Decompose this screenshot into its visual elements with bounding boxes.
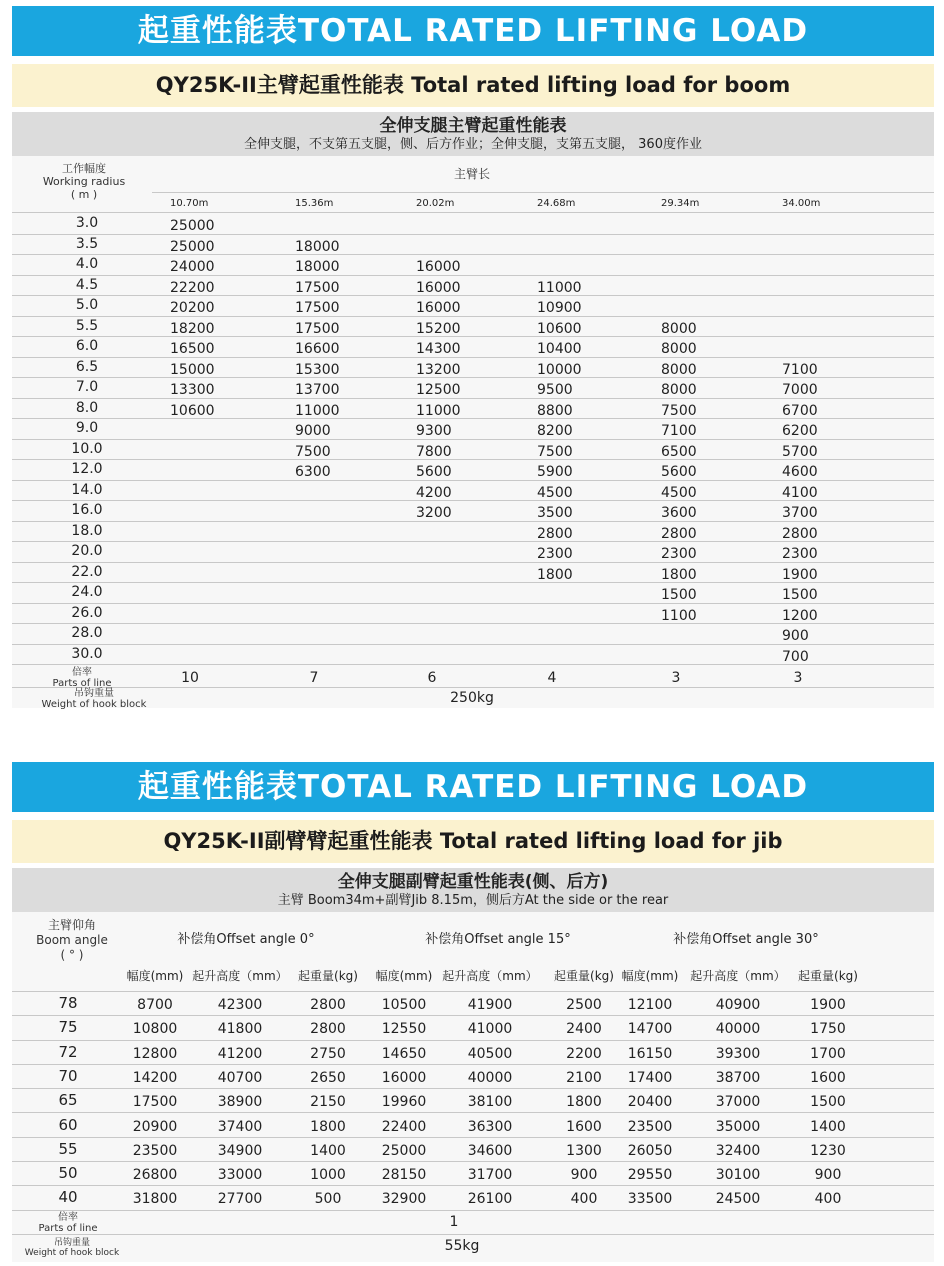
load-value: 9500 [537,382,573,398]
jib-load-value: 1800 [566,1094,602,1111]
load-value: 11000 [295,402,340,419]
jib-load-value: 1800 [310,1118,346,1135]
parts-label-cn: 倍率 [72,667,92,678]
load-value: 5900 [537,464,573,480]
table-row [12,992,934,1016]
jib-load-value: 27700 [217,1191,263,1208]
table-row [12,542,934,563]
load-value: 1500 [661,587,697,603]
jib-load-value: 36300 [467,1118,513,1135]
jib-parts-value: 1 [449,1214,459,1230]
boom-length-label: 34.00m [782,198,821,209]
boom-length-header: 主臂长 [453,167,490,181]
jib-load-value: 10500 [381,997,427,1013]
jib-load-value: 19960 [381,1094,427,1111]
jib-load-value: 14700 [627,1021,673,1038]
load-value: 13300 [170,382,215,398]
boom-table-titlebar [12,112,934,156]
radius-value: 5.5 [75,317,99,334]
radius-value: 5.0 [75,297,99,313]
jib-load-value: 29550 [627,1167,673,1184]
radius-value: 4.5 [75,276,99,293]
jib-load-value: 12100 [627,997,673,1013]
jib-load-value: 38700 [715,1069,761,1086]
load-value: 8800 [537,402,573,419]
boom-length-label: 10.70m [170,198,209,209]
load-value: 15300 [295,361,340,378]
boom-angle-value: 65 [58,1091,78,1110]
jib-parts-label-en: Parts of line [38,1223,98,1234]
radius-value: 9.0 [75,420,99,436]
load-value: 4200 [416,484,452,501]
jib-load-value: 2750 [310,1045,346,1062]
boom-angle-value: 55 [58,1139,78,1158]
parts-value: 3 [671,670,681,686]
boom-hook-weight: 250kg [450,690,494,706]
jib-load-value: 2500 [566,997,602,1013]
boom-length-label: 15.36m [295,198,334,209]
jib-load-value: 31800 [132,1191,178,1208]
offset-group-header: 补偿角Offset angle 0° [177,932,315,947]
jib-hook-row [12,1235,934,1259]
table-row [12,460,934,481]
load-value: 7500 [295,443,331,460]
jib-load-value: 40000 [715,1021,761,1038]
header-divider [152,192,934,193]
jib-load-value: 1600 [810,1069,846,1086]
load-value: 16000 [416,300,461,316]
jib-subheader: 起升高度（mm） [690,969,786,983]
load-value: 700 [782,648,809,665]
load-value: 10600 [170,402,215,419]
load-value: 7000 [782,382,818,398]
jib-load-value: 41200 [217,1045,263,1062]
jib-subheader: 起升高度（mm） [442,969,538,983]
hook-label-cn: 吊钩重量 [74,688,114,699]
boom-length-label: 20.02m [416,198,455,209]
load-value: 20200 [170,300,215,316]
jib-load-value: 32400 [715,1142,761,1159]
jib-load-value: 24500 [715,1191,761,1208]
radius-value: 16.0 [71,502,103,518]
jib-load-value: 1600 [566,1118,602,1135]
table-row [12,276,934,297]
load-value: 11000 [416,402,461,419]
radius-value: 20.0 [71,543,103,559]
jib-load-value: 2400 [566,1021,602,1038]
load-value: 8000 [661,341,697,357]
jib-load-value: 23500 [132,1142,178,1159]
boom-parts-row [12,666,934,688]
jib-subheader: 幅度(mm) [126,969,184,983]
boom-angle-header-en: Boom angle [36,933,108,947]
load-value: 4100 [782,484,818,501]
jib-load-value: 40900 [715,997,761,1013]
boom-angle-value: 72 [58,1042,78,1061]
load-value: 17500 [295,300,340,316]
table-row [12,337,934,358]
jib-subheader: 幅度(mm) [375,969,433,983]
jib-load-value: 2100 [566,1069,602,1086]
load-value: 14300 [416,341,461,357]
load-value: 5600 [661,464,697,480]
jib-load-value: 41000 [467,1021,513,1038]
load-value: 24000 [170,259,215,275]
table-row [12,1065,934,1089]
load-value: 8000 [661,320,697,337]
jib-load-value: 1000 [310,1167,346,1184]
table-row [12,399,934,420]
jib-load-value: 20900 [132,1118,178,1135]
radius-value: 14.0 [71,481,103,498]
load-value: 15200 [416,320,461,337]
table-row [12,583,934,604]
load-value: 3500 [537,505,573,521]
load-value: 25000 [170,218,215,234]
table-row [12,378,934,399]
table-row [12,214,934,235]
radius-value: 12.0 [71,461,103,477]
boom-angle-value: 78 [58,994,78,1012]
load-value: 25000 [170,238,215,255]
load-value: 7100 [782,361,818,378]
load-value: 15000 [170,361,215,378]
radius-value: 6.0 [75,338,99,354]
jib-load-value: 40700 [217,1069,263,1086]
boom-banner: 起重性能表TOTAL RATED LIFTING LOAD [12,6,934,56]
load-value: 18200 [170,320,215,337]
boom-angle-value: 60 [58,1115,78,1134]
table-row [12,235,934,256]
load-value: 9000 [295,423,331,439]
table-row [12,1138,934,1162]
boom-table-title: 全伸支腿主臂起重性能表 [379,116,567,136]
hook-label-en: Weight of hook block [41,699,147,710]
table-row [12,255,934,276]
jib-load-value: 40500 [467,1045,513,1062]
parts-label-en: Parts of line [52,678,112,689]
load-value: 1800 [661,566,697,583]
load-value: 12500 [416,382,461,398]
radius-value: 3.0 [75,215,99,231]
load-value: 7800 [416,443,452,460]
jib-load-value: 12550 [381,1021,427,1038]
boom-length-label: 24.68m [537,198,576,209]
jib-load-value: 42300 [217,997,263,1013]
radius-value: 4.0 [75,256,99,272]
table-row [12,645,934,666]
jib-parts-label-cn: 倍率 [58,1212,78,1223]
jib-load-value: 1500 [810,1094,846,1111]
jib-load-value: 400 [570,1191,598,1208]
jib-hook-weight: 55kg [444,1238,480,1254]
radius-value: 28.0 [71,625,103,641]
load-value: 7500 [661,402,697,419]
jib-load-value: 1300 [566,1142,602,1159]
jib-load-value: 14200 [132,1069,178,1086]
load-value: 5600 [416,464,452,480]
load-value: 4500 [661,484,697,501]
load-value: 5700 [782,443,818,460]
boom-angle-value: 70 [58,1066,78,1085]
jib-table-subtitle: 主臂 Boom34m+副臂Jib 8.15m，侧后方At the side or the rear [277,893,669,908]
boom-length-label: 29.34m [661,198,700,209]
radius-value: 22.0 [71,563,103,580]
load-value: 10600 [537,320,582,337]
load-value: 2800 [537,525,573,542]
parts-value: 3 [793,670,803,686]
jib-load-value: 900 [570,1167,598,1184]
jib-subheader: 起升高度（mm） [192,969,288,983]
jib-load-value: 40000 [467,1069,513,1086]
load-value: 4600 [782,464,818,480]
table-row [12,296,934,317]
jib-hook-label-cn: 吊钩重量 [53,1238,90,1248]
load-value: 10400 [537,341,582,357]
jib-load-value: 1750 [810,1021,846,1038]
jib-load-value: 2650 [310,1069,346,1086]
jib-subtitle: QY25K-II副臂臂起重性能表 Total rated lifting load for jib [12,820,934,863]
jib-load-value: 41900 [467,997,513,1013]
load-value: 16000 [416,279,461,296]
load-value: 13200 [416,361,461,378]
load-value: 8000 [661,361,697,378]
load-value: 8000 [661,382,697,398]
table-row [12,481,934,502]
jib-table-titlebar [12,868,934,912]
jib-load-value: 34900 [217,1142,263,1159]
hook-label [34,688,154,710]
table-row [12,1089,934,1113]
load-value: 8200 [537,423,573,439]
radius-header-en: Working radius [42,175,126,188]
jib-load-value: 31700 [467,1167,513,1184]
table-row [12,563,934,584]
jib-load-value: 16000 [381,1069,427,1086]
jib-load-table [12,912,934,1262]
load-value: 6500 [661,443,697,460]
jib-load-value: 2200 [566,1045,602,1062]
boom-angle-value: 75 [58,1018,78,1037]
jib-load-value: 39300 [715,1045,761,1062]
jib-load-value: 32900 [381,1191,427,1208]
radius-value: 3.5 [75,235,99,252]
jib-subheader: 幅度(mm) [621,969,679,983]
jib-subheader: 起重量(kg) [798,969,858,983]
jib-parts-row [12,1211,934,1235]
boom-hook-row [12,688,934,708]
boom-angle-value: 40 [58,1188,78,1207]
load-value: 16000 [416,259,461,275]
load-value: 10900 [537,300,582,316]
jib-load-value: 33000 [217,1167,263,1184]
jib-load-value: 26100 [467,1191,513,1208]
jib-load-value: 400 [814,1191,842,1208]
jib-load-value: 41800 [217,1021,263,1038]
table-row [12,522,934,543]
jib-load-value: 16150 [627,1045,673,1062]
jib-load-value: 34600 [467,1142,513,1159]
jib-load-value: 38900 [217,1094,263,1111]
jib-table-title: 全伸支腿副臂起重性能表(侧、后方) [337,872,609,892]
table-row [12,317,934,338]
jib-load-value: 23500 [627,1118,673,1135]
boom-angle-header-unit: ( ° ) [60,948,84,962]
load-value: 13700 [295,382,340,398]
load-value: 1200 [782,607,818,624]
jib-subheader-row [12,964,934,992]
load-value: 6700 [782,402,818,419]
radius-value: 7.0 [75,379,99,395]
jib-load-value: 30100 [715,1167,761,1184]
load-value: 3600 [661,505,697,521]
load-value: 4500 [537,484,573,501]
radius-header-cn: 工作幅度 [62,162,106,175]
jib-load-value: 26050 [627,1142,673,1159]
parts-label [42,667,122,689]
load-value: 1100 [661,607,697,624]
jib-load-value: 1700 [810,1045,846,1062]
load-value: 6300 [295,464,331,480]
jib-load-value: 38100 [467,1094,513,1111]
load-value: 2300 [782,546,818,562]
boom-subtitle: QY25K-II主臂起重性能表 Total rated lifting load for boom [12,64,934,107]
jib-load-value: 500 [314,1191,342,1208]
jib-banner: 起重性能表TOTAL RATED LIFTING LOAD [12,762,934,812]
table-row [12,604,934,625]
jib-load-value: 2150 [310,1094,346,1111]
load-value: 18000 [295,238,340,255]
jib-load-value: 14650 [381,1045,427,1062]
parts-value: 10 [181,670,199,686]
load-value: 7100 [661,423,697,439]
jib-hook-label [22,1238,122,1258]
jib-parts-label [28,1212,108,1234]
parts-value: 6 [427,670,437,686]
load-value: 2300 [537,546,573,562]
jib-load-value: 2800 [310,1021,346,1038]
load-value: 16600 [295,341,340,357]
load-value: 1800 [537,566,573,583]
load-value: 16500 [170,341,215,357]
jib-load-value: 33500 [627,1191,673,1208]
table-row [12,1114,934,1138]
jib-load-value: 22400 [381,1118,427,1135]
jib-hook-label-en: Weight of hook block [24,1248,120,1258]
radius-value: 30.0 [71,645,103,662]
load-value: 2800 [782,525,818,542]
load-value: 900 [782,628,809,644]
load-value: 10000 [537,361,582,378]
table-row [12,358,934,379]
radius-value: 6.5 [75,358,99,375]
parts-value: 7 [309,670,319,686]
load-value: 22200 [170,279,215,296]
radius-value: 26.0 [71,604,103,621]
jib-load-value: 35000 [715,1118,761,1135]
table-row [12,1162,934,1186]
load-value: 1900 [782,566,818,583]
parts-value: 4 [547,670,557,686]
boom-table-subtitle: 全伸支腿，不支第五支腿，侧、后方作业；全伸支腿，支第五支腿， 360度作业 [244,137,702,152]
jib-load-value: 900 [814,1167,842,1184]
jib-load-value: 20400 [627,1094,673,1111]
jib-load-value: 12800 [132,1045,178,1062]
jib-subheader: 起重量(kg) [298,969,358,983]
load-value: 17500 [295,279,340,296]
load-value: 2800 [661,525,697,542]
load-value: 3200 [416,505,452,521]
table-row [12,1186,934,1210]
jib-load-value: 28150 [381,1167,427,1184]
load-value: 2300 [661,546,697,562]
offset-group-header: 补偿角Offset angle 15° [425,932,571,947]
table-row [12,501,934,522]
table-row [12,419,934,440]
load-value: 6200 [782,423,818,439]
boom-load-table [12,156,934,708]
load-value: 3700 [782,505,818,521]
offset-group-header: 补偿角Offset angle 30° [673,932,819,947]
jib-load-value: 25000 [381,1142,427,1159]
radius-value: 24.0 [71,584,103,600]
jib-load-value: 1400 [310,1142,346,1159]
table-row [12,440,934,461]
radius-value: 10.0 [71,440,103,457]
boom-length-row [12,196,934,213]
jib-load-value: 10800 [132,1021,178,1038]
jib-load-value: 17400 [627,1069,673,1086]
radius-value: 8.0 [75,399,99,416]
table-row [12,1016,934,1040]
jib-load-value: 2800 [310,997,346,1013]
boom-angle-value: 50 [58,1164,78,1183]
radius-header-unit: ( m ) [70,188,98,201]
radius-value: 18.0 [71,522,103,539]
jib-load-value: 37000 [715,1094,761,1111]
table-row [12,1041,934,1065]
table-row [12,624,934,645]
load-value: 18000 [295,259,340,275]
load-value: 17500 [295,320,340,337]
jib-load-value: 26800 [132,1167,178,1184]
jib-load-value: 1230 [810,1142,846,1159]
jib-subheader: 起重量(kg) [554,969,614,983]
load-value: 7500 [537,443,573,460]
jib-load-value: 17500 [132,1094,178,1111]
boom-angle-header [22,918,122,963]
load-value: 1500 [782,587,818,603]
load-value: 9300 [416,423,452,439]
jib-load-value: 37400 [217,1118,263,1135]
jib-load-value: 8700 [137,997,173,1013]
jib-load-value: 1900 [810,997,846,1013]
jib-load-value: 1400 [810,1118,846,1135]
boom-angle-header-cn: 主臂仰角 [47,918,96,932]
load-value: 11000 [537,279,582,296]
